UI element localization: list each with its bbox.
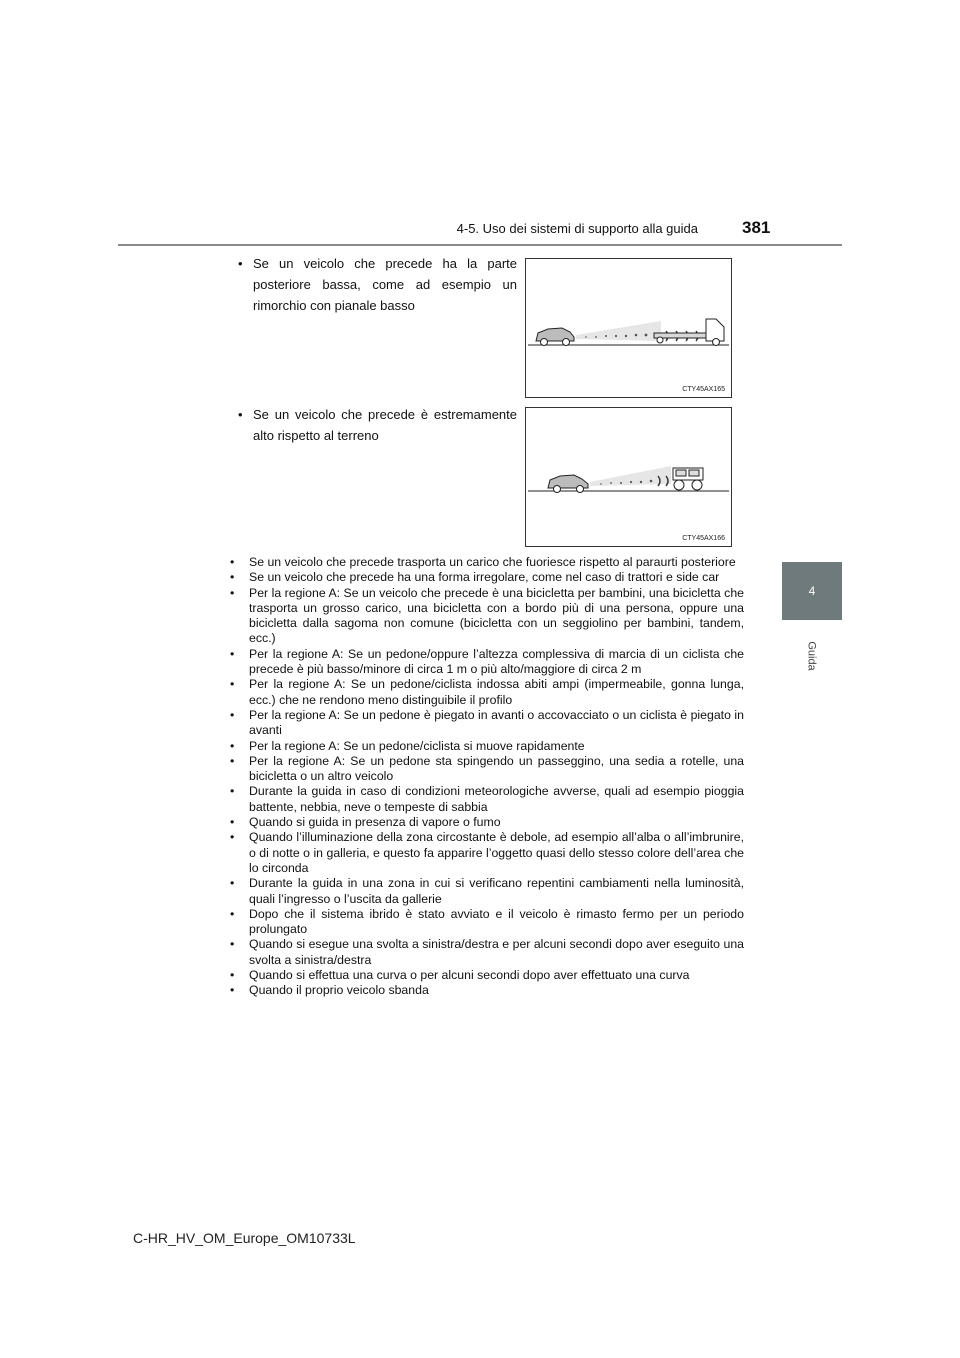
list-item-text: Quando il proprio veicolo sbanda bbox=[249, 983, 429, 998]
list-item-text: Per la regione A: Se un veicolo che precede è una bicicletta per bambini, una bicicletta che trasporta un grosso carico, una bicicletta con a bordo più di una persona, oppure una bicicletta dalla sagoma non comune (bicicletta con un seggiolino per bambini, tandem, ecc.) bbox=[249, 585, 744, 646]
list-item bbox=[230, 937, 744, 968]
low-trailer-illustration bbox=[526, 259, 731, 397]
conditions-list bbox=[230, 555, 744, 999]
bullet-text: Se un veicolo che precede ha la parte posteriore bassa, come ad esempio un rimorchio con pianale basso bbox=[253, 256, 517, 313]
section-title: 4-5. Uso dei sistemi di supporto alla guida bbox=[456, 221, 698, 236]
bullet-dot: • bbox=[230, 555, 235, 569]
list-item bbox=[230, 677, 744, 708]
bullet-dot: • bbox=[230, 906, 235, 921]
list-item bbox=[230, 968, 744, 983]
list-item bbox=[230, 708, 744, 739]
list-item-text: Quando si effettua una curva o per alcuni secondi dopo aver effettuato una curva bbox=[249, 968, 690, 983]
list-item-text: Per la regione A: Se un pedone/ciclista si muove rapidamente bbox=[249, 738, 585, 753]
list-item bbox=[230, 570, 744, 585]
bullet-dot: • bbox=[230, 677, 235, 692]
list-item-text: Quando si esegue una svolta a sinistra/destra e per alcuni secondi dopo aver eseguito una svolta a sinistra/destra bbox=[249, 937, 744, 967]
list-item bbox=[230, 830, 744, 876]
page-number: 381 bbox=[742, 218, 771, 237]
chapter-label: Guida bbox=[805, 641, 818, 671]
bullet-dot: • bbox=[230, 876, 235, 891]
figure-low-trailer bbox=[525, 258, 732, 398]
list-item bbox=[230, 983, 744, 998]
list-item-text: Per la regione A: Se un pedone è piegato in avanti o accovacciato o un ciclista è piegato in avanti bbox=[249, 707, 744, 738]
bullet-dot: • bbox=[230, 753, 235, 768]
list-item-text: Se un veicolo che precede trasporta un carico che fuoriesce rispetto al paraurti posteriore bbox=[249, 555, 736, 569]
chapter-tab bbox=[782, 562, 842, 620]
bullet-dot: • bbox=[230, 707, 235, 722]
list-item bbox=[230, 784, 744, 815]
list-item bbox=[230, 876, 744, 907]
bullet-dot: • bbox=[230, 830, 235, 845]
list-item-text: Durante la guida in caso di condizioni meteorologiche avverse, quali ad esempio pioggia battente, nebbia, neve o tempeste di sabbia bbox=[249, 784, 744, 814]
bullet-dot: • bbox=[230, 585, 235, 600]
list-item-text: Quando si guida in presenza di vapore o fumo bbox=[249, 815, 501, 830]
bullet-low-rear-vehicle bbox=[238, 253, 517, 316]
bullet-dot: • bbox=[230, 738, 235, 753]
list-item-text: Se un veicolo che precede ha una forma irregolare, come nel caso di trattori e side car bbox=[249, 570, 720, 585]
bullet-dot: • bbox=[230, 983, 235, 998]
bullet-dot: • bbox=[230, 937, 235, 952]
document-code: C-HR_HV_OM_Europe_OM10733L bbox=[133, 1230, 356, 1246]
list-item-text: Quando l’illuminazione della zona circostante è debole, ad esempio all’alba o all’imbrunire, o di notte o in galleria, e questo fa apparire l’oggetto quasi dello stesso colore dell’area che lo circonda bbox=[249, 830, 744, 875]
list-item bbox=[230, 754, 744, 785]
tall-vehicle-illustration bbox=[526, 408, 731, 546]
bullet-tall-vehicle bbox=[238, 404, 517, 446]
bullet-dot: • bbox=[230, 784, 235, 799]
figure-code: CTY45AX166 bbox=[682, 535, 725, 542]
bullet-dot: • bbox=[230, 968, 235, 983]
list-item-text: Per la regione A: Se un pedone/ciclista indossa abiti ampi (impermeabile, gonna lunga, ecc.) che ne rendono meno distinguibile il profilo bbox=[249, 677, 744, 707]
header-divider bbox=[118, 244, 842, 246]
list-item-text: Per la regione A: Se un pedone sta spingendo un passeggino, una sedia a rotelle, una bicicletta o un altro veicolo bbox=[249, 753, 744, 784]
list-item bbox=[230, 815, 744, 830]
list-item-text: Per la regione A: Se un pedone/oppure l’altezza complessiva di marcia di un ciclista che precede è più basso/minore di circa 1 m o più alto/maggiore di circa 2 m bbox=[249, 646, 744, 677]
list-item bbox=[230, 739, 744, 754]
list-item bbox=[230, 647, 744, 678]
bullet-dot: • bbox=[238, 256, 243, 271]
bullet-text: Se un veicolo che precede è estremamente alto rispetto al terreno bbox=[253, 407, 517, 443]
list-item-text: Dopo che il sistema ibrido è stato avviato e il veicolo è rimasto fermo per un periodo prolungato bbox=[249, 906, 744, 937]
figure-tall-vehicle bbox=[525, 407, 732, 547]
bullet-dot: • bbox=[238, 407, 243, 422]
bullet-dot: • bbox=[230, 646, 235, 661]
list-item-text: Durante la guida in una zona in cui si verificano repentini cambiamenti nella luminosità, quali l’ingresso o l’uscita da gallerie bbox=[249, 876, 744, 906]
list-item bbox=[230, 586, 744, 647]
chapter-number: 4 bbox=[808, 584, 816, 598]
figure-code: CTY45AX165 bbox=[682, 386, 725, 393]
list-item bbox=[230, 907, 744, 938]
bullet-dot: • bbox=[230, 570, 235, 585]
list-item bbox=[230, 555, 744, 570]
bullet-dot: • bbox=[230, 815, 235, 830]
